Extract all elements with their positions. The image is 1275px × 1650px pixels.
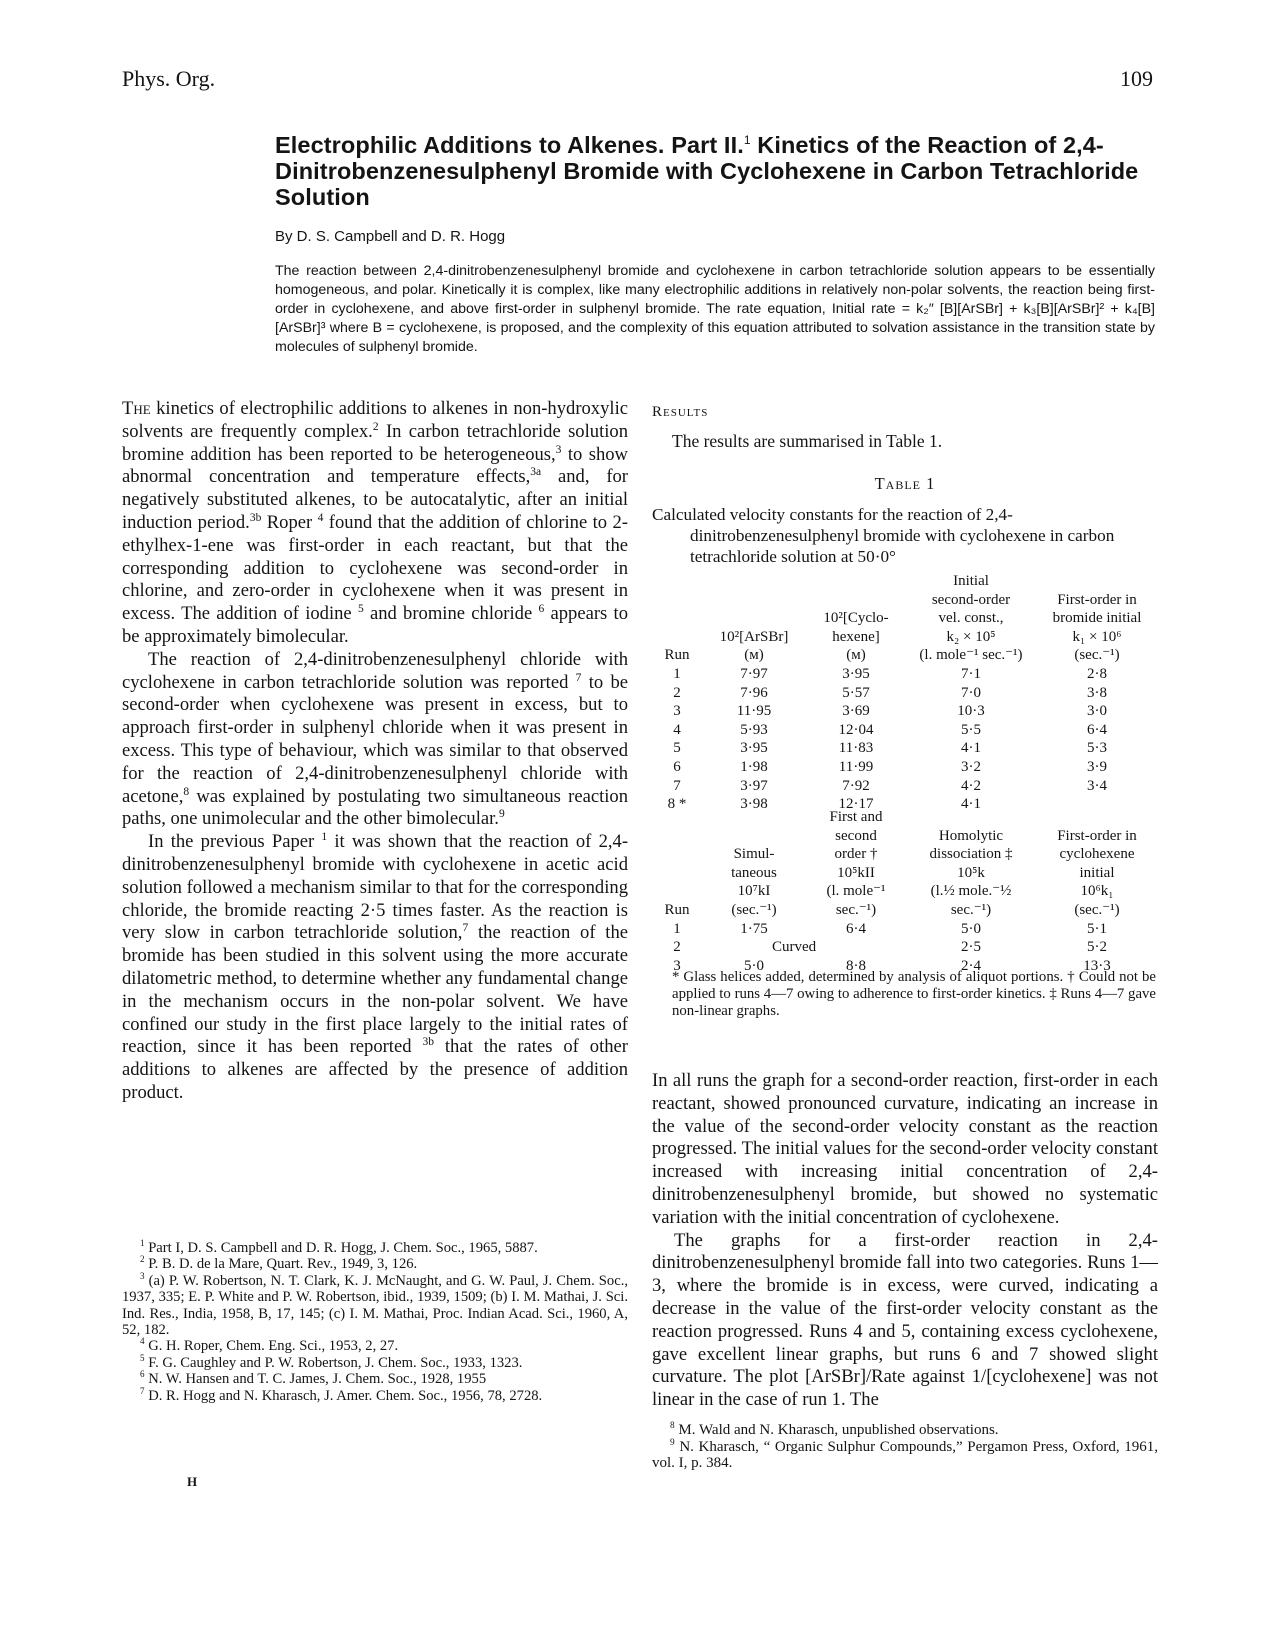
table-cell: 1·98 (740, 758, 768, 775)
text-run: In carbon tetrachloride solution bromine addition has been reported to be heterogeneous, (122, 420, 628, 465)
table-cell: 1·75 (740, 920, 768, 937)
ref-marker: 9 (498, 808, 505, 821)
table-row (652, 665, 1158, 684)
table-cell: 4·1 (961, 740, 981, 757)
footnote-text: F. G. Caughley and P. W. Robertson, J. Chem. Soc., 1933, 1323. (148, 1354, 523, 1371)
table-cell: 10·3 (957, 703, 985, 720)
table-cell: 7·0 (961, 684, 981, 701)
table-cell: 3·8 (1087, 684, 1107, 701)
footnotes-left (122, 1240, 628, 1404)
table-row (652, 684, 1158, 703)
table-row (652, 920, 1158, 939)
text-run: found that the addition of chlorine to 2-ethylhex-1-ene was first-order in each reactant, but that the corresponding addition to cyclohexene was second-order in chlorine, and zero-order in cyclohexene when it was present in excess. The addition of iodine (122, 511, 628, 625)
column-header: Run (664, 647, 690, 664)
results-text: The results are summarised in Table 1. (672, 431, 943, 451)
ref-marker: 7 (462, 922, 469, 935)
footnote (122, 1338, 628, 1354)
table-cell: 11·95 (736, 703, 772, 720)
table-cell: 3·9 (1087, 758, 1107, 775)
ref-marker: 3 (555, 443, 562, 456)
footnote-number: 7 (140, 1385, 145, 1396)
abstract-part-2: where B = cyclohexene, is proposed, and the complexity of this equation attributed to solvation assistance in the transition state by molecules of sulphenyl bromide. (275, 320, 1155, 355)
paragraph-5: The graphs for a first-order reaction in 2,4-dinitrobenzenesulphenyl bromide fall into two categories. Runs 1—3, where the bromide is in excess, were curved, indicating a decrease in the value of the first-order velocity constant as the reaction progressed. Runs 4 and 5, containing excess cyclohexene, gave excellent linear graphs, but runs 6 and 7 showed slight curvature. The plot [ArSBr]/Rate against 1/[cyclohexene] was not linear in the case of run 1. The (652, 1229, 1158, 1411)
rate-equation: k₂″ [B][ArSBr] + k₃[B][ArSBr]² + k₄[B][ArSBr]³ (275, 301, 1155, 336)
text-run: it was shown that the reaction of 2,4-dinitrobenzenesulphenyl bromide with cyclohexene in acetic acid solution followed a mechanism similar to that for the corresponding chloride, the bromide reacting 2·5 times faster. As the reaction is very slow in carbon tetrachloride solution, (122, 831, 629, 944)
table-cell: 2·8 (1087, 665, 1107, 682)
table-row (652, 721, 1158, 740)
footnote-text: N. Kharasch, “ Organic Sulphur Compounds,” Pergamon Press, Oxford, 1961, vol. I, p. 384. (652, 1438, 1159, 1472)
footnote-number: 4 (140, 1336, 145, 1347)
text-run: Roper (261, 511, 318, 533)
column-header: 10²[Cyclo- hexene] (м) (823, 610, 889, 664)
table-cell: 7·96 (740, 684, 768, 701)
footnote-number: 9 (670, 1437, 675, 1448)
table-cell: 11·99 (838, 758, 874, 775)
ref-marker: 3b (422, 1036, 434, 1049)
table-cell: 3·98 (740, 796, 768, 813)
table-cell: 3 (673, 957, 681, 974)
column-header: First and second order † 10⁵kII (l. mole⁻¹ sec.⁻¹) (826, 809, 886, 918)
footnotes-right (652, 1422, 1158, 1472)
ref-marker: 3a (530, 466, 542, 479)
footnote-text: N. W. Hansen and T. C. James, J. Chem. Soc., 1928, 1955 (148, 1371, 487, 1388)
table-cell: 7 (673, 777, 681, 794)
article-title (275, 132, 1155, 210)
footnote-number: 5 (140, 1352, 145, 1363)
results-heading: Results (652, 404, 709, 420)
right-column-body (652, 1070, 1158, 1412)
table-row (652, 739, 1158, 758)
column-header: 10²[ArSBr] (м) (719, 628, 789, 664)
table-cell: 12·04 (838, 721, 874, 738)
table-cell: 3·4 (1087, 777, 1107, 794)
footnote-text: P. B. D. de la Mare, Quart. Rev., 1949, 3, 126. (148, 1256, 418, 1273)
table-cell: 2 (673, 939, 681, 956)
lead-word: The (122, 398, 151, 419)
footnote (652, 1422, 1158, 1439)
byline: By D. S. Campbell and D. R. Hogg (275, 228, 506, 245)
column-header: Simul- taneous 10⁷kI (sec.⁻¹) (731, 846, 777, 918)
footnote (122, 1270, 628, 1339)
mechanism-constants-table (652, 808, 1158, 975)
text-run: the reaction of the bromide has been studied in this solvent using the more accurate dilatometric method, to determine whether any fundamental change in the mechanism occurs in the non-polar solvent. We have confined our study in the first place largely to the initial rates of reaction, since it has been reported (122, 922, 629, 1058)
left-column-body (122, 398, 628, 1105)
text-run: to be second-order when cyclohexene was present in excess, but to approach first-order in sulphenyl chloride when it was present in excess. This type of behaviour, which was similar to that observed for the reaction of 2,4-dinitrobenzenesulphenyl chloride with acetone, (122, 671, 628, 807)
ref-marker: 3b (249, 511, 262, 524)
footnote (122, 1352, 628, 1371)
footnote-text: M. Wald and N. Kharasch, unpublished observations. (678, 1422, 999, 1438)
text-run: kinetics of electrophilic additions to alkenes in non-hydroxylic solvents are frequently complex. (122, 398, 628, 442)
table-cell: 7·92 (842, 777, 870, 794)
table-cell: 3·95 (842, 665, 870, 682)
footnote-text: Part I, D. S. Campbell and D. R. Hogg, J. Chem. Soc., 1965, 5887. (148, 1240, 538, 1256)
text-run: that the rates of other additions to alkenes are affected by the presence of addition product. (122, 1036, 628, 1103)
table-cell: 6·4 (1087, 721, 1107, 738)
footnote-number: 8 (670, 1421, 675, 1431)
page-number: 109 (1120, 66, 1153, 91)
table-label: Table 1 (874, 474, 936, 493)
ref-marker: 7 (575, 671, 582, 684)
running-head: Phys. Org. (122, 66, 216, 91)
footnote (122, 1371, 628, 1387)
table-cell: 3·69 (842, 703, 870, 720)
table-cell: 4 (673, 721, 681, 738)
paragraph-1 (122, 398, 628, 649)
footnote-number: 2 (140, 1254, 145, 1265)
paragraph-4: In all runs the graph for a second-order reaction, first-order in each reactant, showed pronounced curvature, indicating an increase in the value of the second-order velocity constant as the reaction progressed. The initial values for the second-order velocity constant increased with increasing initial concentration of 2,4-dinitrobenzenesulphenyl bromide, but showed no systematic variation with the initial concentration of cyclohexene. (652, 1070, 1158, 1228)
table-footnotes: * Glass helices added, determined by analysis of aliquot portions. † Could not be applied to runs 4—7 owing to adherence to first-order kinetics. ‡ Runs 4—7 gave non-linear graphs. (672, 969, 1156, 1019)
footnote (122, 1256, 628, 1272)
paragraph-2 (122, 649, 628, 831)
table-cell: 1 (673, 665, 681, 682)
table-cell: 2 (673, 684, 681, 701)
table-cell: 3·95 (740, 740, 768, 757)
column-header: First-order in cyclohexene initial 10⁶k₁ (sec.⁻¹) (1057, 827, 1137, 918)
table-cell: 12·17 (838, 796, 874, 813)
table-cell: 4·2 (961, 777, 981, 794)
column-header: First-order in bromide initial k₁ × 10⁶ (sec.⁻¹) (1052, 591, 1142, 664)
ref-marker: 8 (183, 785, 190, 798)
paragraph-3 (122, 831, 628, 1105)
footnote (652, 1439, 1158, 1472)
table-cell: 8·8 (846, 957, 866, 974)
table-row (652, 938, 1158, 957)
table-cell: 11·83 (838, 740, 874, 757)
footnote-text: D. R. Hogg and N. Kharasch, J. Amer. Chem. Soc., 1956, 78, 2728. (148, 1387, 543, 1404)
ref-marker: 5 (357, 602, 364, 615)
footnote (122, 1385, 628, 1404)
footnote-text: G. H. Roper, Chem. Eng. Sci., 1953, 2, 27. (148, 1338, 399, 1355)
table-cell: 7·97 (740, 665, 768, 682)
table-caption-text: Calculated velocity constants for the reaction of 2,4-dinitrobenzenesulphenyl bromide with cyclohexene in carbon tetrachloride solution at 50·0° (652, 505, 1115, 566)
table-cell: 2·4 (961, 957, 981, 974)
footnote-number: 1 (140, 1238, 145, 1249)
text-run: to show abnormal concentration and temperature effects, (122, 443, 628, 488)
table-row (652, 758, 1158, 777)
table-cell: Curved (772, 939, 817, 956)
table-cell: 5·5 (961, 721, 981, 738)
ref-marker: 1 (321, 830, 328, 843)
table-cell: 5·57 (842, 684, 870, 701)
footnote-number: 3 (140, 1270, 145, 1281)
text-run: was explained by postulating two simultaneous reaction paths, one unimolecular and the other bimolecular. (122, 785, 628, 830)
table-row (652, 702, 1158, 721)
table-cell: 5·2 (1087, 939, 1107, 956)
table-cell: 5 (673, 740, 681, 757)
title-main: Electrophilic Additions to Alkenes. Part II. (275, 132, 744, 158)
column-header: Initial second-order vel. const., k₂ × 10⁵ (l. mole⁻¹ sec.⁻¹) (919, 573, 1023, 664)
table-cell: 5·3 (1087, 740, 1107, 757)
text-run: and bromine chloride (363, 603, 539, 625)
text-run: The reaction of 2,4-dinitrobenzenesulphenyl chloride with cyclohexene in carbon tetrachloride solution was reported (122, 648, 628, 693)
column-header: Homolytic dissociation ‡ 10⁵k (l.½ mole.⁻½ sec.⁻¹) (929, 827, 1013, 918)
table-cell: 5·1 (1087, 920, 1107, 937)
text-run: and, for negatively substituted alkenes, to be autocatalytic, after an initial induction period. (122, 466, 628, 533)
column-header: Run (664, 901, 690, 918)
table-cell: 5·0 (961, 920, 981, 937)
table-cell: 3·2 (961, 758, 981, 775)
table-cell: 13·3 (1083, 957, 1111, 974)
velocity-constants-table (652, 572, 1158, 814)
table-cell: 4·1 (961, 796, 981, 813)
text-run: appears to be approximately bimolecular. (122, 603, 628, 647)
table-caption (652, 504, 1158, 567)
abstract (275, 262, 1155, 357)
folio-mark: H (187, 1474, 198, 1489)
table-row (652, 777, 1158, 796)
ref-marker: 4 (317, 511, 324, 524)
ref-marker: 2 (372, 420, 379, 433)
table-cell: 5·0 (744, 957, 764, 974)
footnote-number: 6 (140, 1369, 145, 1380)
title-ref: 1 (743, 133, 751, 148)
table-cell: 7·1 (961, 665, 981, 682)
table-cell: 3·97 (740, 777, 768, 794)
table-cell: 3·0 (1087, 703, 1107, 720)
ref-marker: 6 (538, 602, 545, 615)
table-cell: 6 (673, 758, 681, 775)
footnote (122, 1240, 628, 1256)
table-cell: 2·5 (961, 939, 981, 956)
title-rest: Kinetics of the Reaction of 2,4-Dinitrobenzenesulphenyl Bromide with Cyclohexene in Carbon Tetrachloride Solution (275, 132, 1139, 210)
table-cell: 8 * (667, 796, 687, 813)
text-run: In the previous Paper (148, 831, 322, 853)
table-cell: 6·4 (846, 920, 866, 937)
table-cell: 5·93 (740, 721, 768, 738)
table-cell: 3 (673, 703, 681, 720)
table-cell: 1 (673, 920, 681, 937)
footnote-text: (a) P. W. Robertson, N. T. Clark, K. J. McNaught, and G. W. Paul, J. Chem. Soc., 1937, 335; E. P. White and P. W. Robertson, ibid., 1939, 1509; (b) I. M. Mathai, J. Sci. Ind. Res., India, 1958, B, 17, 145; (c) I. M. Mathai, Proc. Indian Acad. Sci., 1960, A, 52, 182. (122, 1272, 628, 1339)
abstract-part-1: The reaction between 2,4-dinitrobenzenesulphenyl bromide and cyclohexene in carbon tetrachloride solution appears to be essentially homogeneous, and polar. Kinetically it is complex, like many electrophilic additions in relatively non-polar solvents, the reaction being first-order in cyclohexene, and above first-order in sulphenyl bromide. The rate equation, Initial rate = (275, 263, 1155, 317)
